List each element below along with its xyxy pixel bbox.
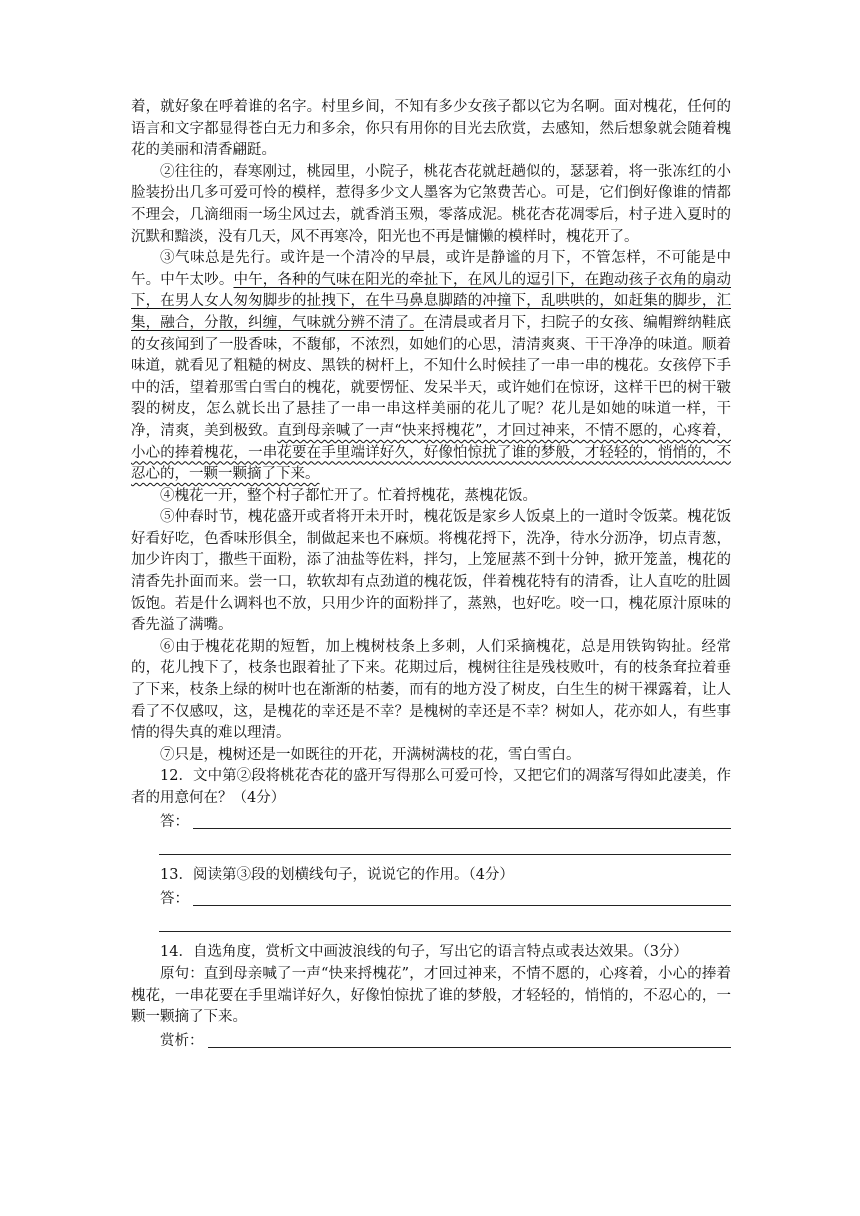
question-14-quote: 原句：直到母亲喊了一声“快来捋槐花”，才回过神来，不情不愿的，心疼着，小心的捧着槐花，一串花要在手里端详好久，好像怕惊扰了谁的梦般，才轻轻的，悄悄的，不忍心的，一颗一颗摘了下来。 bbox=[131, 965, 731, 1026]
paragraph-4: ④槐花一开，整个村子都忙开了。忙着捋槐花，蒸槐花饭。 bbox=[160, 487, 537, 504]
answer-line-12-extra[interactable] bbox=[159, 853, 731, 855]
paragraph-6: ⑥由于槐花花期的短暂，加上槐树枝条上多刺，人们采摘槐花，总是用铁钩钩扯。经常的，花儿拽下了，枝条也跟着扯了下来。花期过后，槐树往往是残枝败叶，有的枝条耷拉着垂了下来，枝条上绿的树叶也在渐渐的枯萎，而有的地方没了树皮，白生生的树干裸露着，让人看了不仅感叹，这，是槐花的幸还是不幸？是槐树的幸还是不幸？树如人，花亦如人，有些事情的得失真的难以理清。 bbox=[131, 638, 731, 742]
answer-line-13-extra[interactable] bbox=[159, 930, 731, 932]
answer-row-13 bbox=[131, 889, 731, 911]
answer-row-14 bbox=[131, 1031, 731, 1053]
paragraph-3-lead: ③气味总是先行。或许是一个清冷的早晨，或许是静谧的月下，不管怎样，不可能是中午。中午太吵。 bbox=[131, 250, 731, 288]
paragraph-5: ⑤仲春时节，槐花盛开或者将开未开时，槐花饭是家乡人饭桌上的一道时令饭菜。槐花饭好看好吃，色香味形俱全，制做起来也不麻烦。将槐花捋下，洗净，待水分沥净，切点青葱，加少许肉丁，撒些干面粉，添了油盐等佐料，拌匀，上笼屉蒸不到十分钟，掀开笼盖，槐花的清香先扑面而来。尝一口，软软却有点劲道的槐花饭，伴着槐花特有的清香，让人直吃的肚圆饭饱。若是什么调料也不放，只用少许的面粉拌了，蒸熟，也好吃。咬一口，槐花原汁原味的香先溢了满嘴。 bbox=[131, 509, 731, 634]
question-13: 13．阅读第③段的划横线句子，说说它的作用。（4分） bbox=[160, 867, 514, 884]
answer-row-12 bbox=[131, 812, 731, 834]
underlined-sentence: 中午，各种的气味在阳光的牵扯下，在风儿的逗引下，在跑动孩子衣角的扇动下，在男人女人匆匆脚步的扯拽下，在牛马鼻息脚踏的冲撞下，乱哄哄的，如赶集的脚步，汇集，融合，分散，纠缠，气味就分辨不清了。 bbox=[131, 271, 732, 331]
answer-line-13[interactable] bbox=[193, 889, 731, 906]
paragraph-3 bbox=[131, 248, 731, 486]
question-14: 14．自选角度，赏析文中画波浪线的句子，写出它的语言特点或表达效果。（3分） bbox=[160, 944, 688, 961]
answer-label: 答： bbox=[160, 813, 189, 830]
answer-label: 答： bbox=[160, 890, 189, 907]
paragraph-7: ⑦只是，槐树还是一如既往的开花，开满树满枝的花，雪白雪白。 bbox=[160, 746, 581, 763]
paragraph-1: 着，就好象在呼着谁的名字。村里乡间，不知有多少女孩子都以它为名啊。面对槐花，任何的语言和文字都显得苍白无力和多余，你只有用你的目光去欣赏，去感知，然后想象就会随着槐花的美丽和清香翩跹。 bbox=[131, 99, 731, 159]
appreciation-label: 赏析： bbox=[160, 1032, 204, 1049]
answer-line-14[interactable] bbox=[208, 1031, 732, 1048]
answer-line-12[interactable] bbox=[193, 812, 731, 829]
reading-passage bbox=[131, 97, 731, 1052]
paragraph-2: ②往往的，春寒刚过，桃园里，小院子，桃花杏花就赶趟似的，瑟瑟着，将一张冻红的小脸装扮出几多可爱可怜的模样，惹得多少文人墨客为它煞费苦心。可是，它们倒好像谁的情都不理会，几滴细雨一场尘风过去，就香消玉殒，零落成泥。桃花杏花凋零后，村子进入夏时的沉默和黯淡，没有几天，风不再寒冷，阳光也不再是慵懒的模样时，槐花开了。 bbox=[131, 163, 731, 245]
question-12: 12．文中第②段将桃花杏花的盛开写得那么可爱可怜，又把它们的凋落写得如此凄美，作者的用意何在？（4分） bbox=[131, 768, 731, 806]
wavy-underlined-sentence: 直到母亲喊了一声“快来捋槐花”，才回过神来，不情不愿的，心疼着，小心的捧着槐花，一串花要在手里端详好久，好像怕惊扰了谁的梦般，才轻轻的，悄悄的，不忍心的，一颗一颗摘了下来。 bbox=[131, 422, 731, 483]
paragraph-3-body: 在清晨或者月下，扫院子的女孩、编帽辫纳鞋底的女孩闻到了一股香味，不馥郁，不浓烈，如她们的心思，清清爽爽、干干净净的味道。顺着味道，就看见了粗糙的树皮、黑铁的树杆上，不知什么时候挂了一串一串的槐花。女孩停下手中的活，望着那雪白雪白的槐花，就要愣怔、发呆半天，或许她们在惊讶，这样干巴的树干皲裂的树皮，怎么就长出了悬挂了一串一串这样美丽的花儿了呢？花儿是如她的味道一样，干净，清爽，美到极致。 bbox=[131, 314, 731, 439]
